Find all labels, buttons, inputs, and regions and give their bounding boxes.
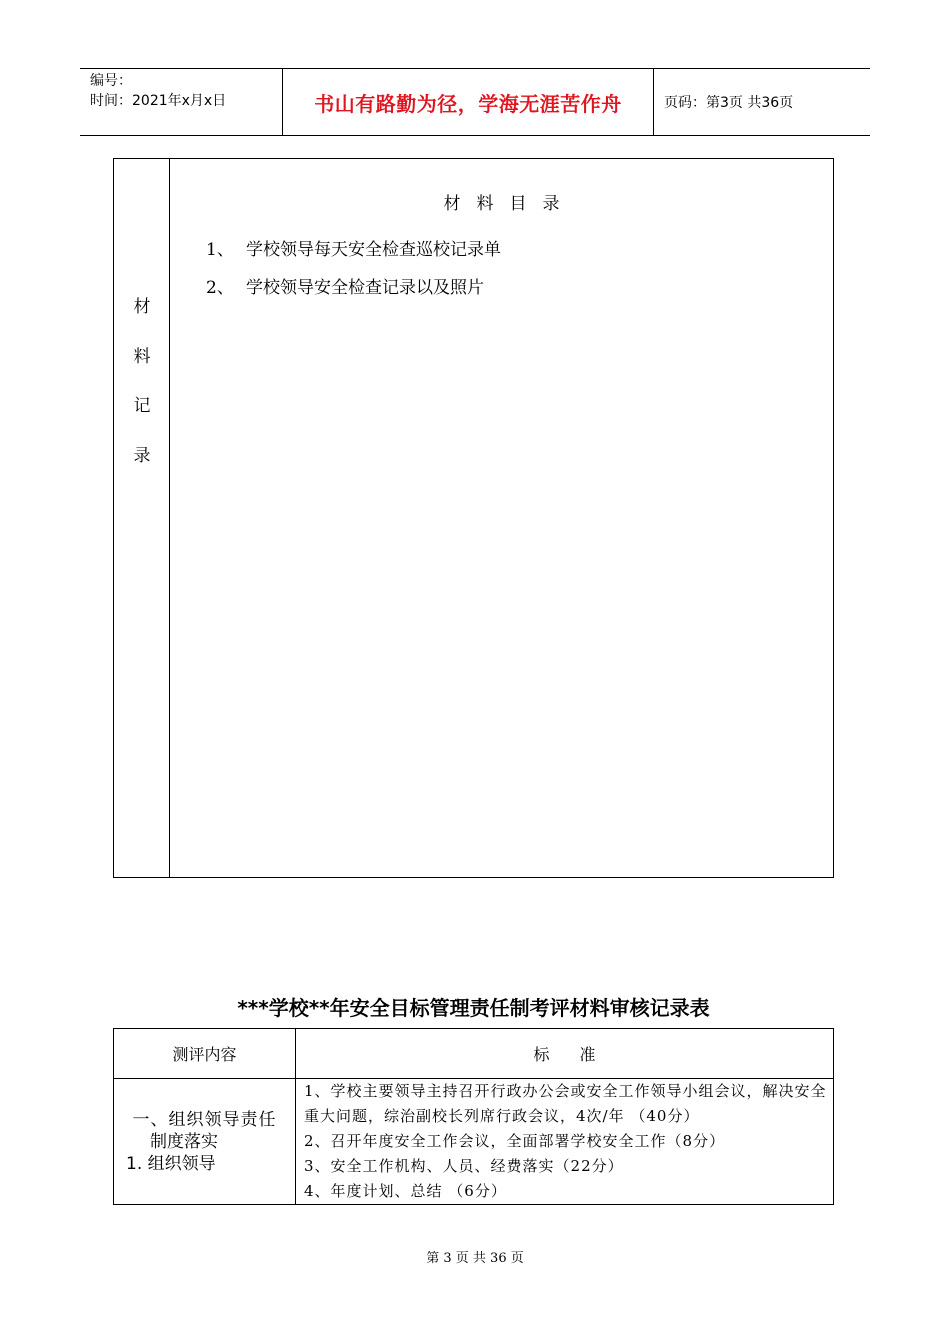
material-record-box <box>113 158 834 878</box>
material-title: 材料目录 <box>443 194 576 214</box>
evaluation-table <box>113 1028 834 1205</box>
side-char: 录 <box>133 445 151 466</box>
material-item-num: 2、 <box>206 278 234 298</box>
header-standard: 标准 <box>296 1029 834 1079</box>
table-row <box>114 1079 834 1205</box>
standard-item: 3、安全工作机构、人员、经费落实（22分） <box>304 1157 624 1175</box>
document-title: ***学校**年安全目标管理责任制考评材料审核记录表 <box>237 996 710 1020</box>
standard-cell <box>296 1079 834 1205</box>
header-motto: 书山有路勤为径，学海无涯苦作舟 <box>282 69 654 135</box>
material-side-column <box>114 159 170 877</box>
side-char: 料 <box>133 346 151 367</box>
page-footer: 第 3 页 共 36 页 <box>426 1251 524 1266</box>
material-item-text: 学校领导每天安全检查巡校记录单 <box>246 240 501 260</box>
standard-item: 2、召开年度安全工作会议，全面部署学校安全工作（8分） <box>304 1132 726 1150</box>
standard-item: 1、学校主要领导主持召开行政办公会或安全工作领导小组会议，解决安全重大问题，综治副校长列席行政会议，4次/年 （40分） <box>304 1082 827 1125</box>
time-label: 时间：2021年x月x日 <box>90 93 227 109</box>
category-line: 制度落实 <box>150 1131 218 1152</box>
material-item-num: 1、 <box>206 240 234 260</box>
category-line: 一、组织领导责任 <box>132 1109 277 1130</box>
page-header <box>80 68 870 136</box>
material-side-label <box>114 283 170 481</box>
material-item <box>206 273 484 298</box>
side-char: 记 <box>133 396 151 416</box>
standard-item: 4、年度计划、总结 （6分） <box>304 1182 507 1200</box>
header-page-info: 页码：第3页 共36页 <box>664 95 794 111</box>
category-line: 1. 组织领导 <box>126 1153 216 1174</box>
side-char: 材 <box>133 297 151 317</box>
header-evaluation-content: 测评内容 <box>114 1029 296 1079</box>
material-item-text: 学校领导安全检查记录以及照片 <box>246 278 484 298</box>
material-content <box>170 159 833 877</box>
code-label: 编号： <box>90 73 132 89</box>
table-header-row <box>114 1029 834 1079</box>
category-cell <box>114 1079 296 1205</box>
material-item <box>206 235 501 260</box>
header-meta <box>80 69 282 135</box>
